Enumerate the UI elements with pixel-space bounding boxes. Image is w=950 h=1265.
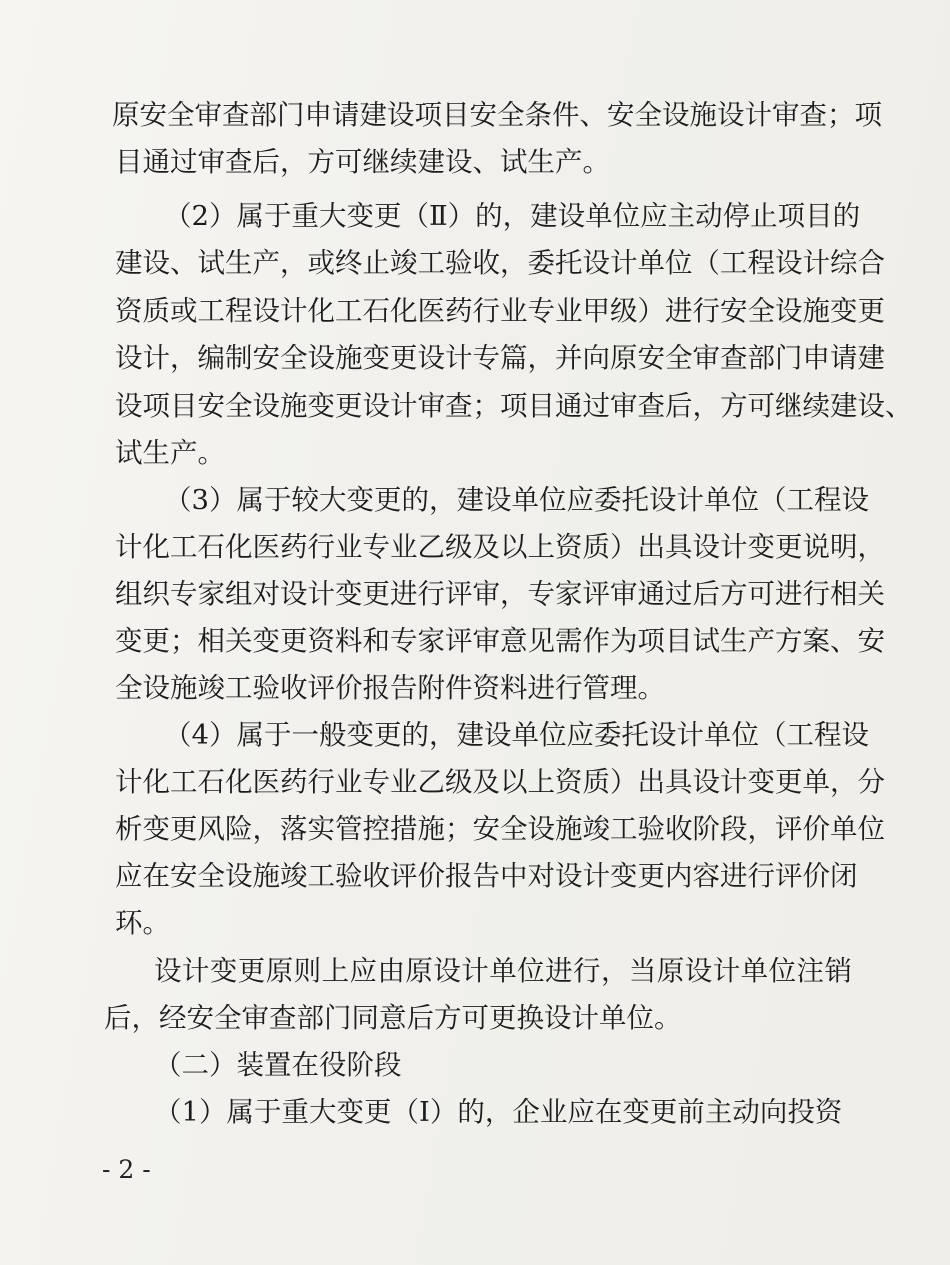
- text-line: 原安全审查部门申请建设项目安全条件、安全设施设计审查；项: [112, 99, 882, 131]
- text-line: 资质或工程设计化工石化医药行业专业甲级）进行安全设施变更: [115, 295, 885, 327]
- section-heading: （二）装置在役阶段: [154, 1049, 402, 1081]
- text-line: 计化工石化医药行业专业乙级及以上资质）出具设计变更说明，: [115, 531, 885, 563]
- text-line: 计化工石化医药行业专业乙级及以上资质）出具设计变更单，分: [115, 766, 885, 798]
- text-line: 全设施竣工验收评价报告附件资料进行管理。: [115, 672, 665, 704]
- text-line: 设计变更原则上应由原设计单位进行，当原设计单位注销: [154, 955, 852, 987]
- text-line: （2）属于重大变更（Ⅱ）的，建设单位应主动停止项目的: [164, 200, 861, 232]
- text-line: 应在安全设施竣工验收评价报告中对设计变更内容进行评价闭: [115, 860, 858, 892]
- text-line: 设计，编制安全设施变更设计专篇，并向原安全审查部门申请建: [115, 342, 885, 374]
- text-line: 目通过审查后，方可继续建设、试生产。: [115, 146, 610, 178]
- text-line: 后，经安全审查部门同意后方可更换设计单位。: [104, 1002, 682, 1034]
- text-line: 环。: [115, 907, 170, 939]
- text-line: 变更；相关变更资料和专家评审意见需作为项目试生产方案、安: [115, 625, 885, 657]
- text-line: （1）属于重大变更（Ⅰ）的，企业应在变更前主动向投资: [154, 1096, 843, 1128]
- text-line: 建设、试生产，或终止竣工验收，委托设计单位（工程设计综合: [115, 247, 885, 279]
- text-line: 设项目安全设施变更设计审查；项目通过审查后，方可继续建设、: [115, 390, 913, 422]
- text-line: 试生产。: [115, 437, 225, 469]
- text-line: （3）属于较大变更的，建设单位应委托设计单位（工程设: [164, 484, 869, 516]
- text-line: 组织专家组对设计变更进行评审，专家评审通过后方可进行相关: [115, 578, 885, 610]
- page-number: - 2 -: [102, 1155, 151, 1184]
- text-line: 析变更风险，落实管控措施；安全设施竣工验收阶段，评价单位: [115, 813, 885, 845]
- text-line: （4）属于一般变更的，建设单位应委托设计单位（工程设: [164, 719, 869, 751]
